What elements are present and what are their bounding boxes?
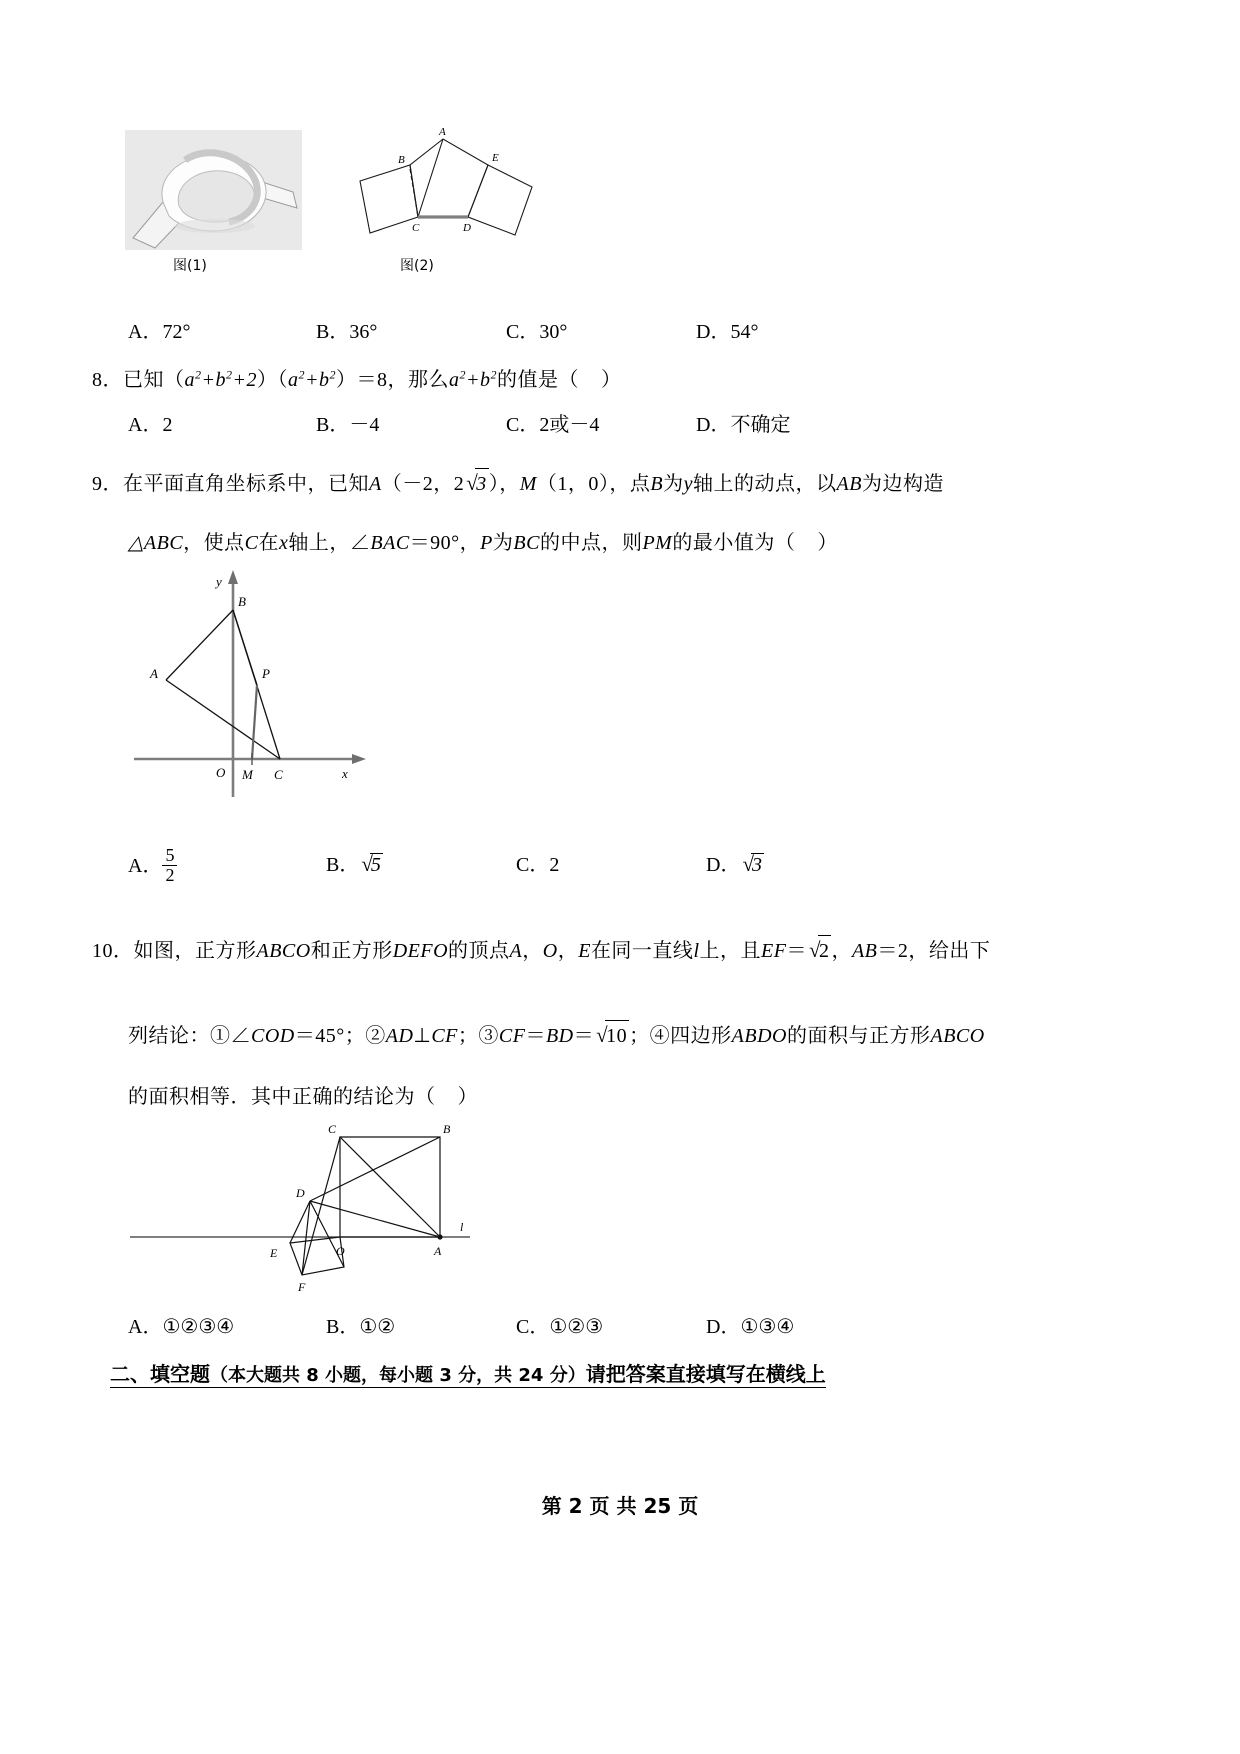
question-9-stem-line1 <box>92 468 944 500</box>
q9-point-A: A <box>369 473 382 495</box>
q10-seg-CF: CF <box>431 1025 458 1047</box>
sqrt-10-value: 10 <box>605 1020 629 1051</box>
q10-option-d[interactable]: D．①③④ <box>706 1314 795 1338</box>
q10-l1-h: ＝ <box>786 940 807 962</box>
q8-option-a-text: 2 <box>162 414 173 436</box>
question-8-stem <box>92 365 622 395</box>
q10-option-b[interactable]: B．①② <box>326 1314 396 1338</box>
section-2-instruction: 请把答案直接填写在横线上 <box>585 1362 826 1386</box>
q10-l2-a: 列结论：①∠ <box>128 1025 251 1047</box>
svg-text:P: P <box>262 666 270 681</box>
q9-l1-e: 为 <box>663 473 684 495</box>
svg-text:O: O <box>336 1244 345 1258</box>
q10-l3-b: ） <box>457 1086 478 1108</box>
q10-l2-e: ＝ <box>525 1025 546 1047</box>
sqrt-10-radical: √10 <box>594 1020 629 1052</box>
q8-option-a-key: A <box>128 414 143 436</box>
q9-seg-AB: AB <box>836 473 862 495</box>
q10-seg-CF2: CF <box>498 1025 526 1047</box>
svg-text:E: E <box>270 1246 278 1260</box>
fraction-numerator: 5 <box>165 845 175 865</box>
q7-option-a[interactable]: A．72° <box>128 321 191 343</box>
q9-triangle-abc: △ABC <box>128 532 184 554</box>
sqrt-3-radical-option: √3 <box>742 852 762 876</box>
svg-text:M: M <box>242 767 253 782</box>
question-10-stem-line2 <box>128 1020 985 1052</box>
q8-number: 8 <box>92 369 103 391</box>
q10-l2-d: ；③ <box>457 1025 499 1047</box>
q8-option-d-text: 不确定 <box>730 414 791 436</box>
svg-text:O: O <box>216 765 226 780</box>
q10-option-b-key: B <box>326 1316 340 1338</box>
q7-option-b-text: 36° <box>349 321 378 343</box>
q7-option-c[interactable]: C．30° <box>506 321 568 343</box>
q7-option-c-text: 30° <box>539 321 568 343</box>
q10-point-O: O <box>542 940 558 962</box>
svg-text:B: B <box>443 1122 451 1136</box>
sqrt-3-option-value: 3 <box>751 854 762 876</box>
q10-angle-cod: COD <box>251 1025 295 1047</box>
page-footer: 第 2 页 共 25 页 <box>541 1494 699 1518</box>
q7-option-b[interactable]: B．36° <box>316 321 378 343</box>
q8-option-c-text: 2或－4 <box>539 414 600 436</box>
q10-l1-f: 在同一直线 <box>590 940 694 962</box>
q7-option-c-key: C <box>506 321 520 343</box>
q9-point-B: B <box>650 473 664 495</box>
q9-seg-PM: PM <box>642 532 673 554</box>
figure-row-top <box>125 126 1085 280</box>
svg-text:C: C <box>328 1122 337 1136</box>
q9-axis-x: x <box>279 532 289 554</box>
q9-option-c-key: C <box>516 854 530 876</box>
q10-point-A: A <box>509 940 523 962</box>
q10-l2-c: ⊥ <box>413 1025 432 1047</box>
q10-point-E: E <box>578 940 591 962</box>
q9-l1-f: 轴上的动点，以 <box>693 473 837 495</box>
q7-option-b-key: B <box>316 321 330 343</box>
svg-text:x: x <box>342 766 348 781</box>
sqrt-2-radical: √2 <box>807 935 832 967</box>
q10-seg-BD: BD <box>545 1025 574 1047</box>
q10-line-l: l <box>693 940 700 962</box>
fraction-denominator: 2 <box>162 865 177 885</box>
q10-l1-a: ．如图，正方形 <box>113 940 257 962</box>
q9-option-d-key: D <box>706 854 721 876</box>
q9-l2-b: 在 <box>258 532 279 554</box>
q10-option-d-key: D <box>706 1316 721 1338</box>
q10-seg-AB: AB <box>851 940 878 962</box>
q7-option-d[interactable]: D．54° <box>696 321 759 343</box>
q8-option-b[interactable]: B．－4 <box>316 414 380 436</box>
question-10-stem-line1 <box>92 935 990 967</box>
svg-text:F: F <box>298 1280 306 1294</box>
q9-l2-c: 轴上，∠ <box>288 532 371 554</box>
sqrt-3-value: 3 <box>475 468 489 499</box>
q10-option-a[interactable]: A．①②③④ <box>128 1314 235 1338</box>
q9-number: 9 <box>92 473 103 495</box>
q10-l2-f: ＝ <box>573 1025 595 1047</box>
q10-l1-e: ， <box>557 940 579 962</box>
q10-l2-g: ；④四边形 <box>629 1025 732 1047</box>
q9-point-M: M <box>519 473 537 495</box>
q7-option-d-key: D <box>696 321 711 343</box>
q10-l1-d: ， <box>522 940 543 962</box>
q9-option-a[interactable]: A． $\frac{5}{2}$ <box>128 848 177 887</box>
q9-l2-f: 的中点，则 <box>539 532 643 554</box>
svg-text:C: C <box>412 222 420 234</box>
q10-l1-j: ＝2，给出下 <box>877 940 991 962</box>
q9-l2-h: ） <box>817 532 838 554</box>
q9-l2-d: ＝90°， <box>409 532 481 554</box>
q9-l2-a: ，使点 <box>183 532 245 554</box>
sqrt-5-radical: √5 <box>361 852 381 876</box>
svg-text:B: B <box>238 594 246 609</box>
question-10-stem-line3 <box>128 1082 478 1112</box>
q10-l1-c: 的顶点 <box>448 940 510 962</box>
q8-expr-3: $a^2+b^2$ <box>449 367 497 391</box>
q9-angle-bac: BAC <box>370 532 410 554</box>
question-9-stem-line2 <box>128 528 838 558</box>
q10-l1-i: ， <box>831 940 852 962</box>
sqrt-3-radical: √3 <box>464 468 489 500</box>
q9-option-c[interactable]: C．2 <box>516 854 560 876</box>
section-2-title: 二、填空题 <box>110 1362 210 1386</box>
q10-square-defo: DEFO <box>392 940 449 962</box>
q10-l1-b: 和正方形 <box>310 940 393 962</box>
q9-l2-e: 为 <box>492 532 514 554</box>
figure1-caption: 图(1) <box>173 258 207 274</box>
q9-option-a-key: A <box>128 854 143 877</box>
q10-squares-figure <box>130 1115 530 1300</box>
q7-option-a-text: 72° <box>162 321 191 343</box>
q9-l1-b: （－2，2 <box>381 473 465 495</box>
q8-option-c[interactable]: C．2或－4 <box>506 414 600 436</box>
q10-l2-b: ＝45°；② <box>294 1025 386 1047</box>
q9-option-b[interactable]: B．√5 <box>326 852 381 876</box>
q10-seg-EF: EF <box>761 940 787 962</box>
q10-square-abco: ABCO <box>256 940 311 962</box>
q10-option-b-text: ①② <box>359 1314 396 1338</box>
q9-l2-g: 的最小值为（ <box>672 532 796 554</box>
q9-option-d[interactable]: D．√3 <box>706 852 762 876</box>
svg-text:y: y <box>216 574 222 589</box>
svg-text:B: B <box>398 154 405 166</box>
q8-stem-c: ）＝8，那么 <box>336 369 449 391</box>
q9-point-C: C <box>244 532 259 554</box>
q10-number: 10 <box>92 940 113 962</box>
figure2-caption: 图(2) <box>400 258 434 274</box>
q8-stem-d: 的值是（ <box>497 369 579 391</box>
q7-option-d-text: 54° <box>730 321 759 343</box>
q10-quad-abdo: ABDO <box>731 1025 787 1047</box>
fraction-five-halves <box>162 846 177 885</box>
svg-text:A: A <box>150 666 158 681</box>
q9-option-b-key: B <box>326 854 340 876</box>
q10-l2-h: 的面积与正方形 <box>786 1025 931 1047</box>
section-2-heading <box>110 1358 826 1387</box>
q9-l1-a: ．在平面直角坐标系中，已知 <box>102 473 369 495</box>
q8-stem-a: ．已知（ <box>102 369 185 391</box>
q10-option-a-key: A <box>128 1316 143 1338</box>
q8-option-b-key: B <box>316 414 330 436</box>
q10-seg-AD: AD <box>385 1025 414 1047</box>
svg-text:A: A <box>434 1244 442 1258</box>
q7-option-a-key: A <box>128 321 143 343</box>
q8-option-d[interactable]: D．不确定 <box>696 414 791 436</box>
q10-option-c-text: ①②③ <box>549 1314 604 1338</box>
q8-option-d-key: D <box>696 414 711 436</box>
q8-stem-b: ）（ <box>257 369 288 391</box>
svg-text:A: A <box>439 126 446 138</box>
svg-text:D: D <box>463 222 471 234</box>
q8-option-c-key: C <box>506 414 520 436</box>
figure2-diagram <box>340 125 570 260</box>
section-2-detail: （本大题共 8 小题，每小题 3 分，共 24 分） <box>210 1365 586 1386</box>
q9-axis-y: y <box>683 473 694 495</box>
q8-option-b-text: －4 <box>349 414 380 436</box>
q9-option-c-text: 2 <box>549 854 560 876</box>
q8-expr-2: $a^2+b^2$ <box>288 367 336 391</box>
svg-text:D: D <box>296 1186 305 1200</box>
q9-l1-d: （1，0），点 <box>536 473 651 495</box>
q10-l1-g: 上，且 <box>699 940 761 962</box>
sqrt-2-value: 2 <box>818 935 832 966</box>
svg-text:l: l <box>460 1220 464 1234</box>
q9-point-P: P <box>480 532 493 554</box>
q10-option-c[interactable]: C．①②③ <box>516 1314 604 1338</box>
svg-text:E: E <box>492 152 499 164</box>
q8-stem-e: ） <box>601 369 622 391</box>
q10-option-d-text: ①③④ <box>740 1314 795 1338</box>
paper-strip-photo <box>125 130 302 250</box>
q8-option-a[interactable]: A．2 <box>128 414 173 436</box>
q8-expr-1: $a^2+b^2+2$ <box>184 367 257 391</box>
q10-option-a-text: ①②③④ <box>162 1314 235 1338</box>
q9-seg-BC: BC <box>513 532 540 554</box>
q10-l3-a: 的面积相等．其中正确的结论为（ <box>128 1086 436 1108</box>
q10-square-abco-2: ABCO <box>930 1025 985 1047</box>
q9-l1-c: ）， <box>488 473 520 495</box>
q10-option-c-key: C <box>516 1316 530 1338</box>
sqrt-5-value: 5 <box>370 854 381 876</box>
q9-l1-g: 为边构造 <box>861 473 944 495</box>
q9-coordinate-figure <box>128 562 388 817</box>
svg-text:C: C <box>274 767 283 782</box>
